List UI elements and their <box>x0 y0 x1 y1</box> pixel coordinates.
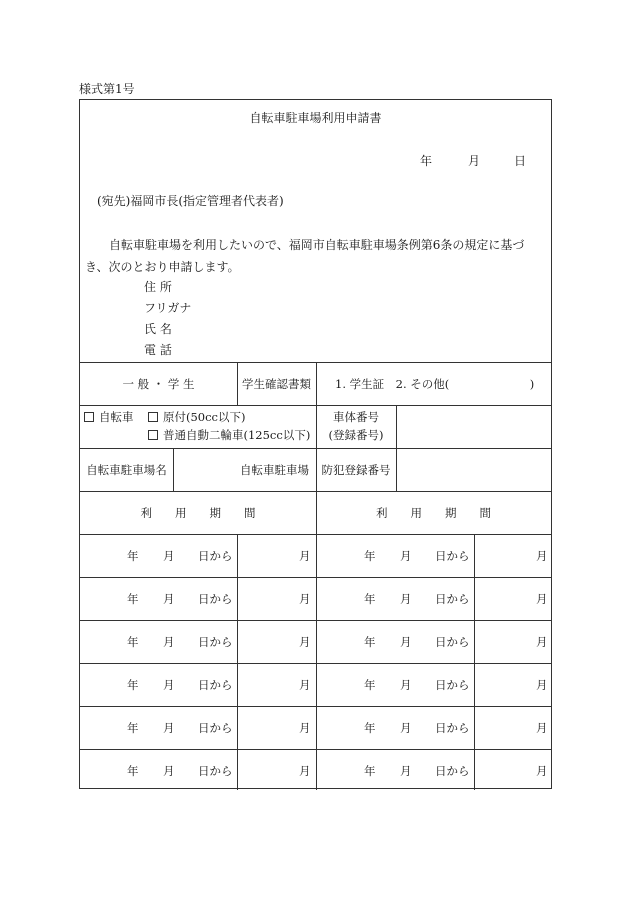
period-to[interactable]: 月 <box>536 592 548 606</box>
moped-option[interactable] <box>148 409 246 425</box>
period-month[interactable]: 月 <box>163 678 175 692</box>
checkbox-icon[interactable] <box>84 412 94 422</box>
col-divider <box>316 491 317 790</box>
request-statement: 自転車駐車場を利用したいので、福岡市自転車駐車場条例第6条の規定に基づき、次のとおり申請します。 <box>85 238 525 274</box>
application-form <box>79 99 552 789</box>
period-to[interactable]: 月 <box>299 549 311 563</box>
period-month[interactable]: 月 <box>400 635 412 649</box>
period-month[interactable]: 月 <box>400 549 412 563</box>
period-from[interactable]: 日から <box>435 549 470 563</box>
addressee: (宛先)福岡市長(指定管理者代表者) <box>97 194 284 208</box>
checkbox-icon[interactable] <box>148 412 158 422</box>
vehicle-number-field[interactable] <box>396 405 551 448</box>
anti-theft-number-field[interactable] <box>396 448 551 491</box>
registration-number-label: (登録番号) <box>328 428 384 442</box>
period-month[interactable]: 月 <box>163 549 175 563</box>
period-year[interactable]: 年 <box>127 678 139 692</box>
period-to[interactable]: 月 <box>536 678 548 692</box>
period-to[interactable]: 月 <box>299 592 311 606</box>
col-divider <box>316 362 317 405</box>
period-year[interactable]: 年 <box>364 721 376 735</box>
period-year[interactable]: 年 <box>127 592 139 606</box>
col-divider <box>237 534 238 790</box>
period-year[interactable]: 年 <box>127 549 139 563</box>
period-month[interactable]: 月 <box>163 592 175 606</box>
bicycle-label: 自転車 <box>99 410 134 424</box>
period-month[interactable]: 月 <box>163 721 175 735</box>
period-from[interactable]: 日から <box>198 549 233 563</box>
period-from[interactable]: 日から <box>435 592 470 606</box>
name-label: 氏 名 <box>144 322 172 336</box>
col-divider <box>474 534 475 790</box>
period-year[interactable]: 年 <box>364 592 376 606</box>
bicycle-option[interactable] <box>84 409 134 425</box>
category-cell: 一 般 ・ 学 生 <box>122 377 195 391</box>
period-from[interactable]: 日から <box>435 678 470 692</box>
period-to[interactable]: 月 <box>299 635 311 649</box>
period-to[interactable]: 月 <box>536 635 548 649</box>
period-year[interactable]: 年 <box>364 549 376 563</box>
period-from[interactable]: 日から <box>435 635 470 649</box>
furigana-label: フリガナ <box>144 301 192 315</box>
period-month[interactable]: 月 <box>400 721 412 735</box>
date-day[interactable]: 日 <box>514 154 527 168</box>
form-number: 様式第1号 <box>79 82 135 96</box>
motorcycle-option[interactable] <box>148 427 310 443</box>
period-to[interactable]: 月 <box>536 764 548 778</box>
period-to[interactable]: 月 <box>536 549 548 563</box>
date-year[interactable]: 年 <box>420 154 433 168</box>
period-year[interactable]: 年 <box>364 678 376 692</box>
period-header-left: 利 用 期 間 <box>140 506 256 520</box>
col-divider <box>173 448 174 491</box>
period-to[interactable]: 月 <box>299 764 311 778</box>
period-month[interactable]: 月 <box>163 635 175 649</box>
student-doc-label: 学生確認書類 <box>242 377 311 391</box>
phone-label: 電 話 <box>144 343 172 357</box>
period-from[interactable]: 日から <box>198 592 233 606</box>
period-month[interactable]: 月 <box>400 678 412 692</box>
form-title: 自転車駐車場利用申請書 <box>249 111 382 125</box>
period-from[interactable]: 日から <box>198 635 233 649</box>
period-from[interactable]: 日から <box>435 721 470 735</box>
period-from[interactable]: 日から <box>198 764 233 778</box>
student-doc-options[interactable]: 1. 学生証 2. その他( ) <box>335 377 535 391</box>
period-year[interactable]: 年 <box>127 764 139 778</box>
moped-label: 原付(50cc以下) <box>163 410 246 424</box>
period-to[interactable]: 月 <box>299 721 311 735</box>
period-month[interactable]: 月 <box>400 592 412 606</box>
motorcycle-label: 普通自動二輪車(125cc以下) <box>163 428 311 442</box>
period-from[interactable]: 日から <box>198 721 233 735</box>
address-label: 住 所 <box>144 280 172 294</box>
period-year[interactable]: 年 <box>127 635 139 649</box>
period-from[interactable]: 日から <box>435 764 470 778</box>
parking-lot-label: 自転車駐車場名 <box>86 463 167 477</box>
checkbox-icon[interactable] <box>148 430 158 440</box>
period-year[interactable]: 年 <box>364 764 376 778</box>
date-month[interactable]: 月 <box>468 154 481 168</box>
period-year[interactable]: 年 <box>364 635 376 649</box>
period-month[interactable]: 月 <box>163 764 175 778</box>
period-month[interactable]: 月 <box>400 764 412 778</box>
period-year[interactable]: 年 <box>127 721 139 735</box>
anti-theft-label: 防犯登録番号 <box>321 463 391 477</box>
parking-lot-suffix[interactable]: 自転車駐車場 <box>240 463 309 477</box>
period-from[interactable]: 日から <box>198 678 233 692</box>
vehicle-number-label: 車体番号 <box>333 410 379 424</box>
form-header <box>80 100 551 362</box>
period-to[interactable]: 月 <box>299 678 311 692</box>
period-header-right: 利 用 期 間 <box>376 506 491 520</box>
period-to[interactable]: 月 <box>536 721 548 735</box>
